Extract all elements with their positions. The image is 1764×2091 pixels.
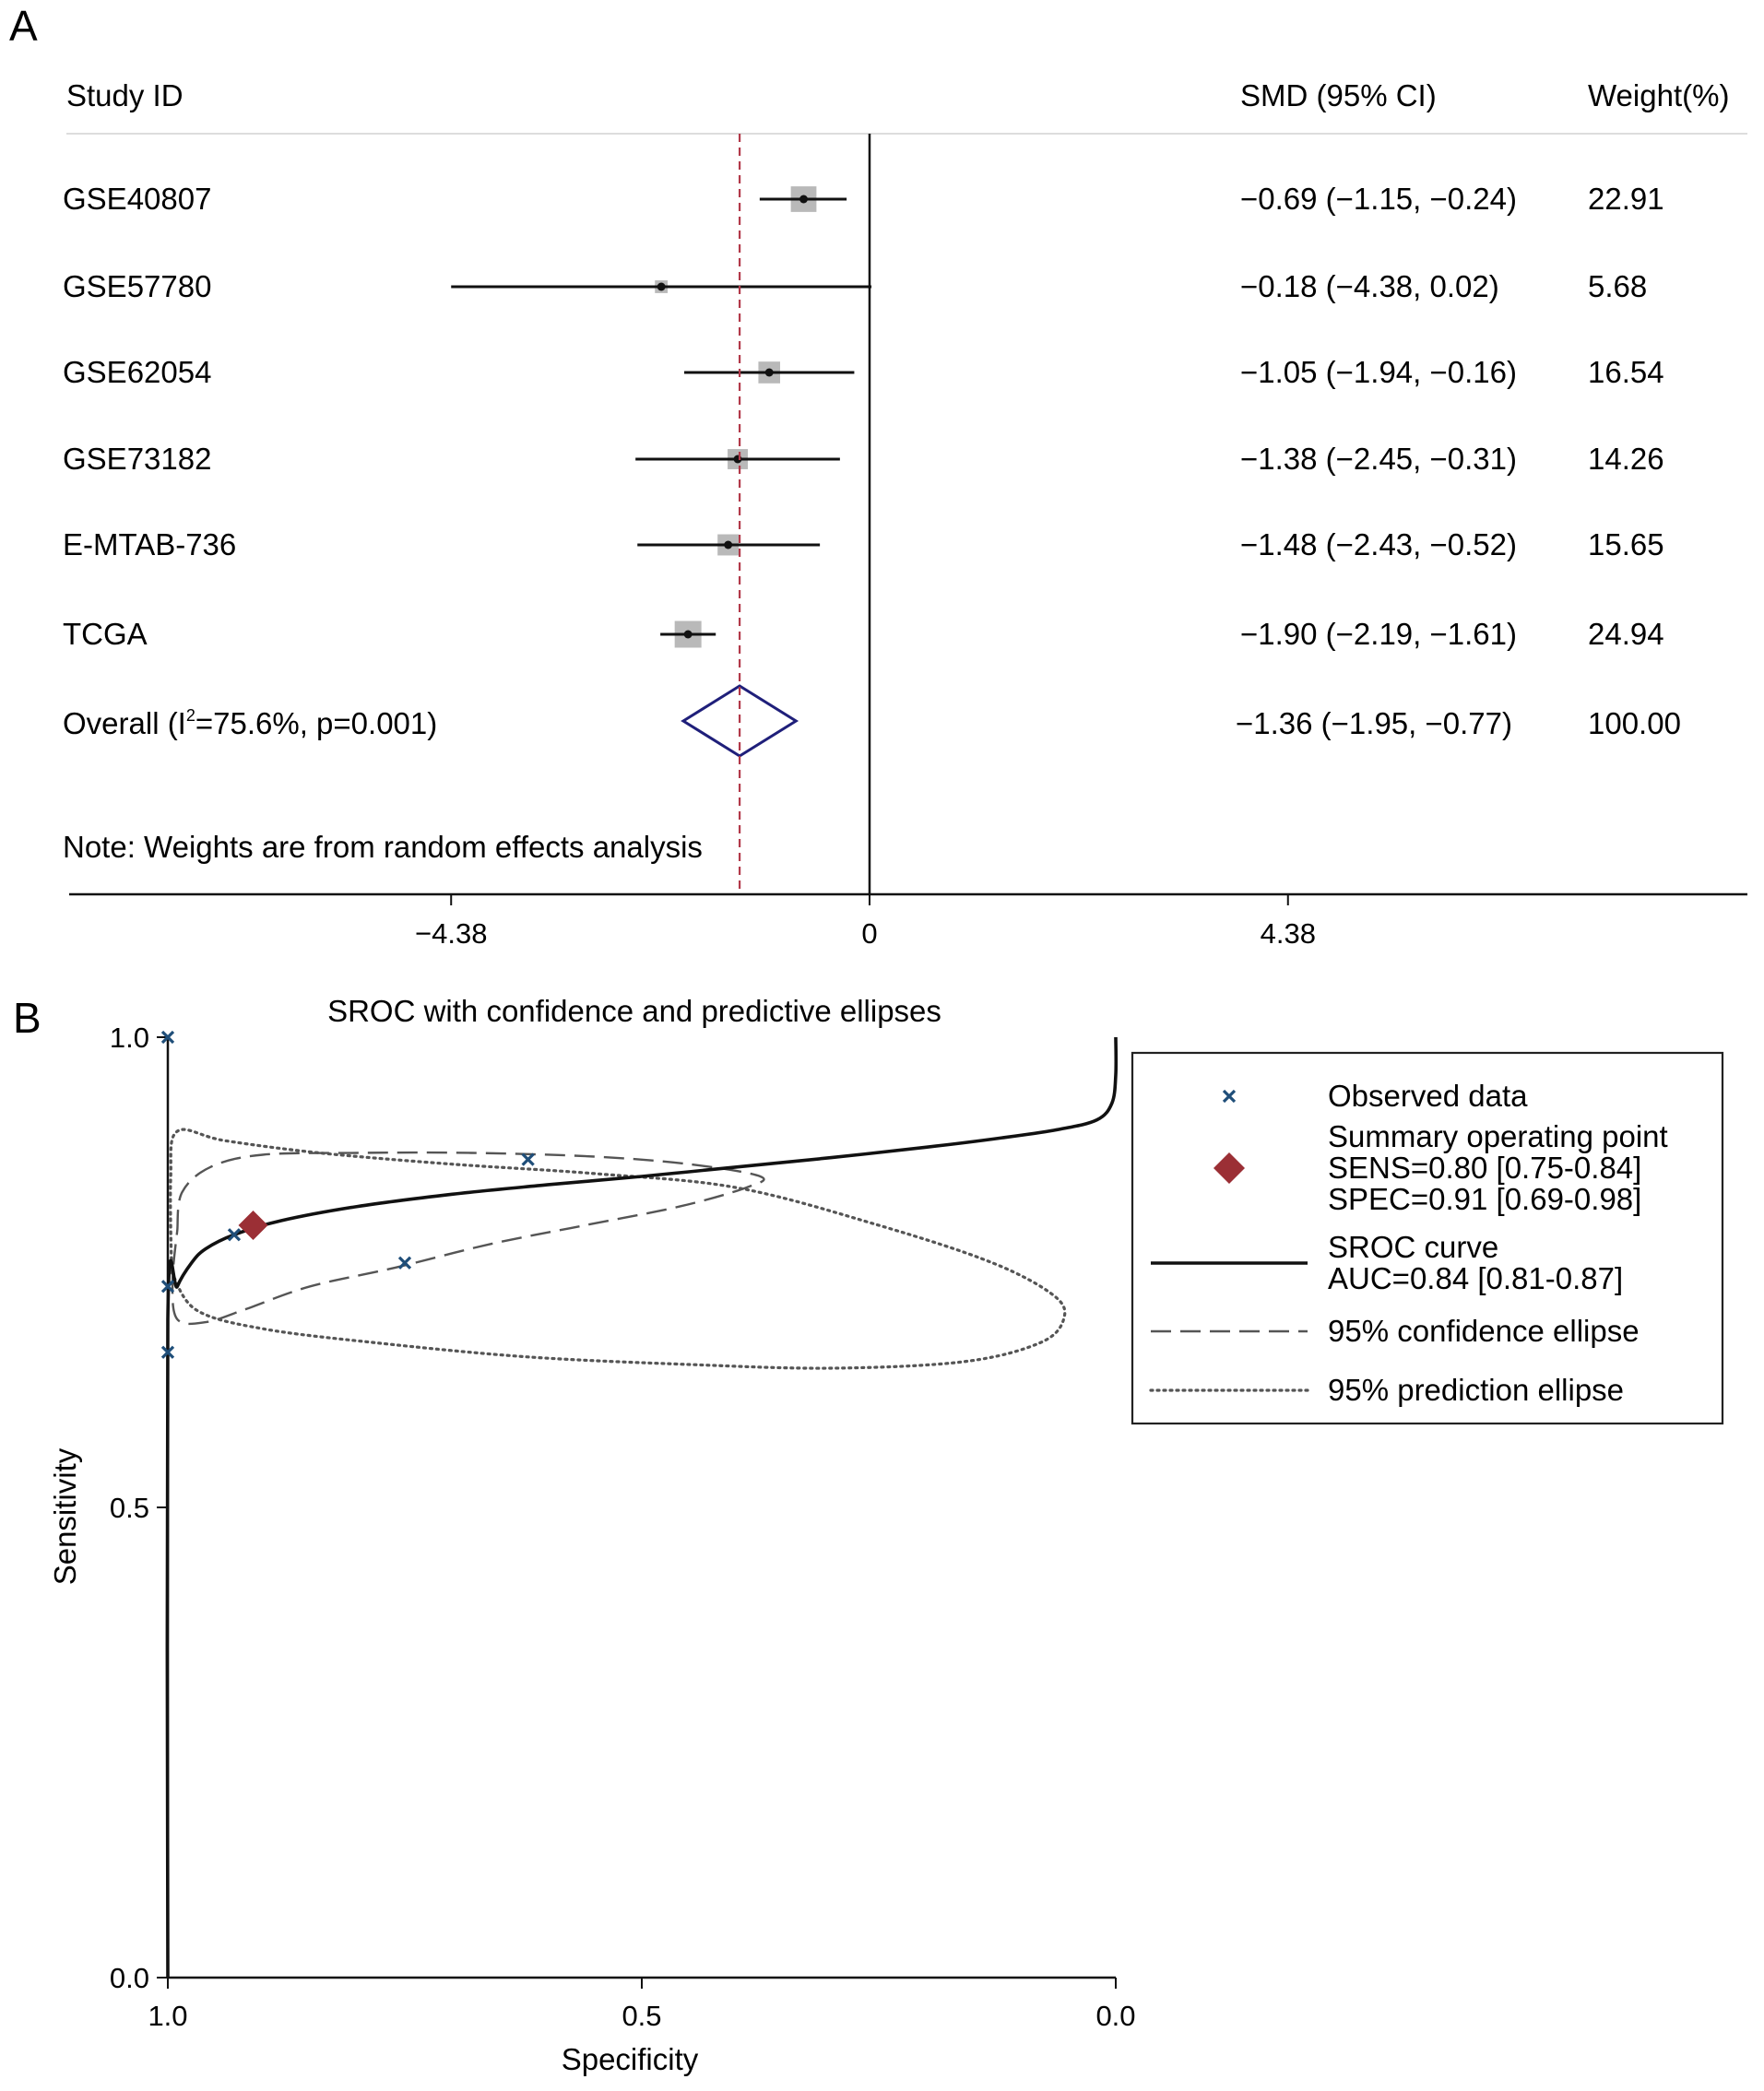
header-weight: Weight(%) [1588, 78, 1730, 112]
header-study-id: Study ID [66, 78, 184, 112]
sroc-title: SROC with confidence and predictive ellipses [327, 994, 941, 1028]
header-smd: SMD (95% CI) [1240, 78, 1437, 112]
study-weight-text: 24.94 [1588, 617, 1664, 651]
sroc-y-tick-label: 0.0 [109, 1962, 149, 1994]
forest-row [63, 182, 1664, 216]
study-point-estimate [724, 541, 732, 549]
observed-data-point [399, 1258, 410, 1269]
study-ci-text: −1.05 (−1.94, −0.16) [1240, 355, 1517, 389]
study-id-label: GSE57780 [63, 269, 212, 303]
study-weight-text: 22.91 [1588, 182, 1664, 216]
sroc-y-tick-label: 0.5 [109, 1492, 149, 1524]
study-weight-text: 5.68 [1588, 269, 1648, 303]
legend-item-text: Summary operating point [1328, 1119, 1668, 1153]
legend-item-text: 95% prediction ellipse [1328, 1373, 1625, 1407]
study-id-label: TCGA [63, 617, 148, 651]
forest-row [63, 355, 1664, 389]
forest-x-tick-label: 0 [861, 917, 878, 950]
overall-weight-text: 100.00 [1588, 706, 1681, 740]
forest-row [63, 617, 1664, 651]
forest-row [63, 527, 1664, 561]
observed-data-point [523, 1154, 534, 1165]
confidence-ellipse [172, 1152, 764, 1324]
weights-note: Note: Weights are from random effects analysis [63, 830, 703, 864]
study-weight-text: 15.65 [1588, 527, 1664, 561]
forest-x-tick-label: −4.38 [415, 917, 488, 950]
study-id-label: GSE40807 [63, 182, 212, 216]
sroc-y-label: Sensitivity [48, 1447, 82, 1586]
study-id-label: GSE73182 [63, 442, 212, 476]
prediction-ellipse [171, 1129, 1065, 1368]
study-point-estimate [684, 631, 693, 639]
legend-item-text: SENS=0.80 [0.75-0.84] [1328, 1151, 1642, 1185]
sroc-x-tick-label: 1.0 [148, 2000, 188, 2032]
study-id-label: GSE62054 [63, 355, 212, 389]
overall-label: Overall ($I^2=75.6\%$, p=0.001) [63, 706, 438, 740]
sroc-curve [167, 1037, 1116, 1978]
legend-item-text: AUC=0.84 [0.81-0.87] [1328, 1261, 1624, 1295]
panel-label-b: B [13, 994, 41, 1042]
summary-operating-point [239, 1211, 268, 1240]
legend-item-text: 95% confidence ellipse [1328, 1314, 1640, 1348]
sroc-x-tick-label: 0.0 [1095, 2000, 1136, 2032]
sroc-y-tick-label: 1.0 [109, 1022, 149, 1054]
sroc-x-label: Specificity [561, 2042, 699, 2076]
panel-label-a: A [9, 2, 38, 50]
legend-item-text: SPEC=0.91 [0.69-0.98] [1328, 1182, 1642, 1216]
sroc-axes [110, 1022, 1136, 2032]
sroc-panel [13, 994, 1723, 2076]
study-ci-text: −1.90 (−2.19, −1.61) [1240, 617, 1517, 651]
forest-row [63, 442, 1664, 476]
forest-rows [63, 182, 1664, 756]
study-ci-text: −1.38 (−2.45, −0.31) [1240, 442, 1517, 476]
study-point-estimate [765, 369, 774, 377]
study-id-label: E-MTAB-736 [63, 527, 237, 561]
forest-row [63, 269, 1647, 303]
study-point-estimate [799, 195, 808, 204]
sroc-plot-area [162, 1032, 1116, 1978]
sroc-legend [1132, 1053, 1723, 1424]
legend-item-text: SROC curve [1328, 1230, 1499, 1264]
forest-x-tick-label: 4.38 [1260, 917, 1316, 950]
forest-plot-panel [9, 2, 1747, 950]
study-weight-text: 16.54 [1588, 355, 1664, 389]
study-ci-text: −0.69 (−1.15, −0.24) [1240, 182, 1517, 216]
sroc-x-tick-label: 0.5 [622, 2000, 662, 2032]
legend-item-text: Observed data [1328, 1079, 1528, 1113]
study-ci-text: −1.48 (−2.43, −0.52) [1240, 527, 1517, 561]
study-point-estimate [657, 283, 666, 291]
overall-ci-text: −1.36 (−1.95, −0.77) [1236, 706, 1512, 740]
study-ci-text: −0.18 (−4.38, 0.02) [1240, 269, 1499, 303]
study-weight-text: 14.26 [1588, 442, 1664, 476]
